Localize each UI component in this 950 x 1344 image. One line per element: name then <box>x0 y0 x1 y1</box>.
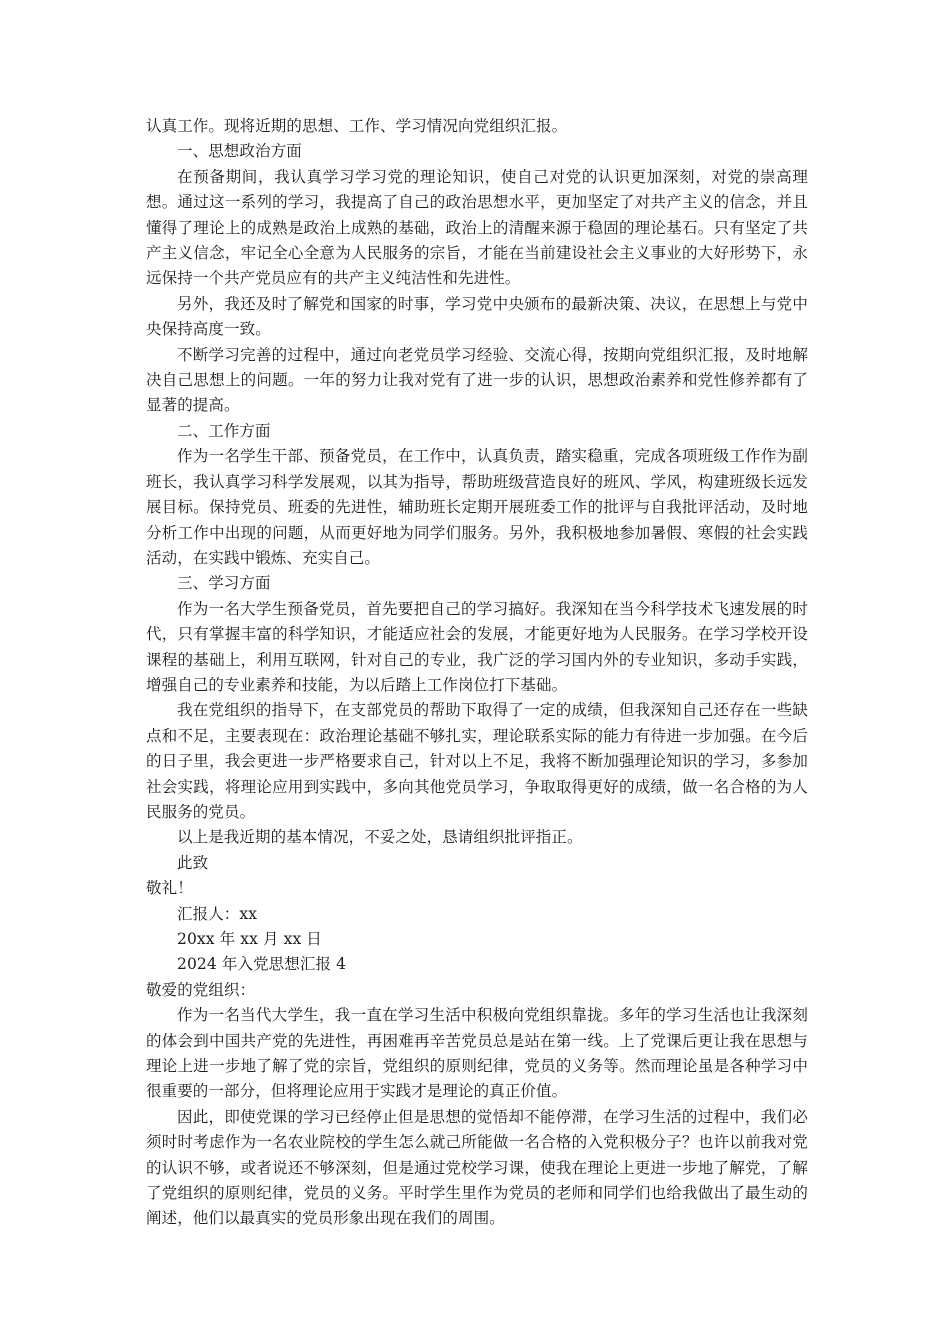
paragraph-shortcomings: 我在党组织的指导下，在支部党员的帮助下取得了一定的成绩，但我深知自己还存在一些缺点和不足，主要表现在：政治理论基础不够扎实，理论联系实际的能力有待进一步加强。在今后的日子里，我会更进一步严格要求自己，针对以上不足，我将不断加强理论知识的学习，多参加社会实践，将理论应用到实践中，多向其他党员学习，争取取得更好的成绩，做一名合格的为人民服务的党员。 <box>146 701 808 821</box>
paragraph-politics-current-affairs: 另外，我还及时了解党和国家的时事，学习党中央颁布的最新决策、决议，在思想上与党中央保持高度一致。 <box>146 294 808 339</box>
paragraph-study: 作为一名大学生预备党员，首先要把自己的学习搞好。我深知在当今科学技术飞速发展的时代，只有掌握丰富的科学知识，才能适应社会的发展，才能更好地为人民服务。在学习学校开设课程的基础上，利用互联网，针对自己的专业，我广泛的学习国内外的专业知识，多动手实践，增强自己的专业素养和技能，为以后踏上工作岗位打下基础。 <box>146 599 808 694</box>
report-4-greeting: 敬爱的党组织： <box>146 980 256 999</box>
paragraph-report-intro: 认真工作。现将近期的思想、工作、学习情况向党组织汇报。 <box>146 117 568 135</box>
paragraph-report-4-intro: 作为一名当代大学生，我一直在学习生活中积极向党组织靠拢。多年的学习生活也让我深刻的体会到中国共产党的先进性，再困难再辛苦党员总是站在第一线。上了党课后更让我在思想与理论上进一步地了解了党的宗旨，党组织的原则纪律，党员的义务等。然而理论虽是各种学习中很重要的一部分，但将理论应用于实践才是理论的真正价值。 <box>146 1006 808 1101</box>
paragraph-closing-request: 以上是我近期的基本情况，不妥之处，恳请组织批评指正。 <box>177 828 583 847</box>
paragraph-report-4-reflection: 因此，即使党课的学习已经停止但是思想的觉悟却不能停滞，在学习生活的过程中，我们必须时时考虑作为一名农业院校的学生怎么就己所能做一名合格的入党积极分子？也许以前我对党的认识不够，或者说还不够深刻，但是通过党校学习课，使我在理论上更进一步地了解党，了解了党组织的原则纪律，党员的义务。平时学生里作为党员的老师和同学们也给我做出了最生动的阐述，他们以最真实的党员形象出现在我们的周围。 <box>146 1107 808 1228</box>
paragraph-work: 作为一名学生干部、预备党员，在工作中，认真负责，踏实稳重，完成各项班级工作作为副班长，我认真学习科学发展观，以其为指导，帮助班级营造良好的班风、学风，构建班级长远发展目标。保持党员、班委的先进性，辅助班长定期开展班委工作的批评与自我批评活动，及时地分析工作中出现的问题，从而更好地为同学们服务。另外，我积极地参加暑假、寒假的社会实践活动，在实践中锻炼、充实自己。 <box>146 447 808 567</box>
section-heading-work: 二、工作方面 <box>177 421 271 440</box>
document-page <box>146 114 808 1232</box>
section-heading-politics: 一、思想政治方面 <box>177 142 302 161</box>
report-4-title: 2024 年入党思想汇报 4 <box>177 955 347 974</box>
report-date: 20xx 年 xx 月 xx 日 <box>177 930 322 948</box>
closing-salutation: 此致 <box>177 853 209 872</box>
closing-respect: 敬礼！ <box>146 879 193 898</box>
paragraph-politics-improvement: 不断学习完善的过程中，通过向老党员学习经验、交流心得，按期向党组织汇报，及时地解决自己思想上的问题。一年的努力让我对党有了进一步的认识，思想政治素养和党性修养都有了显著的提高。 <box>146 345 808 415</box>
reporter-signature: 汇报人：xx <box>177 904 258 923</box>
paragraph-politics-study: 在预备期间，我认真学习学习党的理论知识，使自己对党的认识更加深刻，对党的崇高理想。通过这一系列的学习，我提高了自己的政治思想水平，更加坚定了对共产主义的信念，并且懂得了理论上的成熟是政治上成熟的基础，政治上的清醒来源于稳固的理论基石。只有坚定了共产主义信念，牢记全心全意为人民服务的宗旨，才能在当前建设社会主义事业的大好形势下，永远保持一个共产党员应有的共产主义纯洁性和先进性。 <box>146 167 808 288</box>
section-heading-study: 三、学习方面 <box>177 574 271 593</box>
